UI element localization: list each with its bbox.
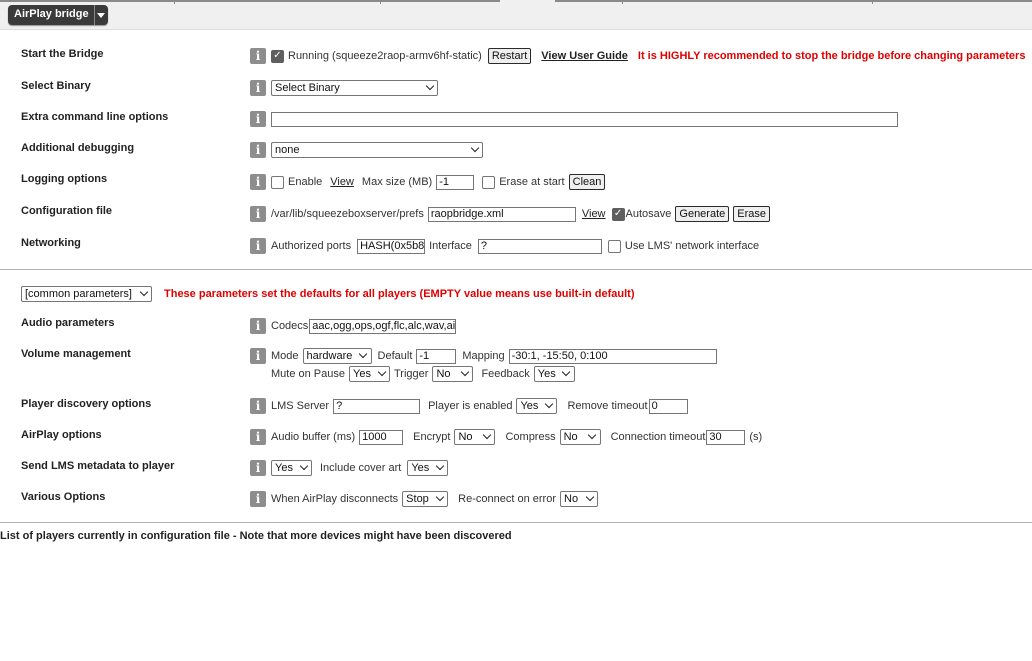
generate-button[interactable]: Generate (675, 206, 729, 222)
binary-select-value: Select Binary (275, 82, 340, 94)
plugin-menu-button[interactable] (8, 5, 108, 25)
logging-enable-checkbox[interactable] (271, 176, 284, 189)
volume-default-input[interactable]: -1 (416, 349, 456, 364)
reconnect-value: No (564, 493, 579, 505)
erase-at-start-label: Erase at start (499, 176, 565, 188)
tab-divider (380, 0, 381, 4)
feedback-select[interactable] (534, 366, 575, 382)
config-path: /var/lib/squeezeboxserver/prefs (271, 208, 424, 220)
player-select[interactable] (21, 286, 152, 302)
common-params-row (21, 285, 635, 303)
airplay-options-row (250, 428, 762, 446)
debug-select[interactable] (271, 142, 483, 158)
info-icon[interactable]: i (250, 238, 266, 254)
caret-down-icon[interactable] (94, 5, 108, 25)
start-bridge-label: Start the Bridge (21, 48, 104, 60)
chevron-down-icon (544, 402, 553, 411)
tab-strip-left (0, 0, 500, 2)
cover-art-value: Yes (411, 462, 430, 474)
trigger-select[interactable] (432, 366, 473, 382)
plugin-menu-label: AirPlay bridge (14, 8, 89, 20)
authorized-ports-input[interactable]: HASH(0x5b8 (357, 239, 425, 254)
feedback-value: Yes (537, 368, 556, 380)
feedback-label: Feedback (481, 368, 530, 380)
authorized-ports-label: Authorized ports (271, 240, 352, 252)
mute-on-pause-value: Yes (353, 368, 371, 380)
volume-mode-label: Mode (271, 350, 299, 362)
chevron-down-icon (299, 464, 308, 473)
airplay-options-label: AirPlay options (21, 429, 102, 441)
chevron-down-icon (435, 464, 444, 473)
reconnect-label: Re-connect on error (458, 493, 556, 505)
connection-timeout-unit: (s) (749, 431, 763, 443)
mute-on-pause-label: Mute on Pause (271, 368, 345, 380)
log-view-link[interactable]: View (330, 176, 354, 188)
volume-mode-value: hardware (306, 350, 353, 362)
volume-mgmt-label: Volume management (21, 348, 131, 360)
airplay-disconnect-value: Stop (406, 493, 429, 505)
airplay-disconnect-label: When AirPlay disconnects (271, 493, 399, 505)
running-status: Running (squeeze2raop-armv6hf-static) (288, 50, 482, 62)
codecs-label: Codecs (271, 320, 309, 332)
logging-row (250, 173, 605, 191)
audio-buffer-input[interactable]: 1000 (359, 430, 403, 445)
config-filename-input[interactable]: raopbridge.xml (428, 207, 576, 222)
player-enabled-select[interactable] (516, 398, 557, 414)
top-bar (0, 0, 1032, 30)
info-icon[interactable]: i (250, 348, 266, 364)
defaults-note: These parameters set the defaults for all players (EMPTY value means use built-in default) (164, 288, 635, 300)
compress-select[interactable] (560, 429, 601, 445)
max-size-input[interactable]: -1 (436, 175, 474, 190)
info-icon[interactable]: i (250, 398, 266, 414)
use-lms-interface-label: Use LMS' network interface (624, 240, 760, 252)
various-options-label: Various Options (21, 491, 106, 503)
metadata-label: Send LMS metadata to player (21, 460, 175, 472)
trigger-label: Trigger (394, 368, 429, 380)
audio-buffer-label: Audio buffer (ms) (271, 431, 356, 443)
chevron-down-icon (435, 495, 444, 504)
clean-button[interactable]: Clean (569, 174, 606, 190)
use-lms-interface-checkbox[interactable] (608, 240, 621, 253)
lms-server-label: LMS Server (271, 400, 330, 412)
chevron-down-icon (139, 290, 148, 299)
chevron-down-icon (470, 146, 479, 155)
autosave-checkbox[interactable]: ✓ (612, 208, 625, 221)
volume-mode-select[interactable] (303, 348, 372, 364)
metadata-row (250, 459, 448, 477)
send-metadata-value: Yes (275, 462, 293, 474)
compress-value: No (563, 431, 578, 443)
info-icon[interactable]: i (250, 80, 266, 96)
volume-mapping-input[interactable]: -30:1, -15:50, 0:100 (509, 349, 717, 364)
debugging-label: Additional debugging (21, 142, 135, 154)
player-enabled-label: Player is enabled (428, 400, 513, 412)
user-guide-link[interactable]: View User Guide (541, 50, 628, 62)
chevron-down-icon (359, 352, 368, 361)
info-icon[interactable]: i (250, 429, 266, 445)
info-icon[interactable]: i (250, 174, 266, 190)
tab-divider (174, 0, 175, 4)
volume-mapping-label: Mapping (462, 350, 505, 362)
airplay-disconnect-select[interactable] (402, 491, 448, 507)
volume-default-label: Default (377, 350, 413, 362)
send-metadata-select[interactable] (271, 460, 312, 476)
players-list-heading: List of players currently in configuration file - Note that more devices might have been discovered (0, 530, 512, 542)
remove-timeout-input[interactable]: 0 (649, 399, 688, 414)
chevron-down-icon (562, 370, 571, 379)
codecs-input[interactable]: aac,ogg,ops,ogf,flc,alc,wav,ai (309, 319, 456, 334)
logging-enable-label: Enable (288, 176, 323, 188)
encrypt-select[interactable] (454, 429, 495, 445)
compress-label: Compress (505, 431, 556, 443)
erase-at-start-checkbox[interactable] (482, 176, 495, 189)
running-checkbox[interactable]: ✓ (271, 50, 284, 63)
player-enabled-value: Yes (520, 400, 539, 412)
reconnect-select[interactable] (560, 491, 598, 507)
discovery-row (250, 397, 688, 415)
debug-select-value: none (275, 144, 300, 156)
config-erase-button[interactable]: Erase (733, 206, 770, 222)
chevron-down-icon (482, 433, 491, 442)
chevron-down-icon (377, 370, 386, 379)
tab-divider (872, 0, 873, 4)
config-file-row (250, 205, 770, 223)
max-size-label: Max size (MB) (361, 176, 433, 188)
extra-options-input[interactable] (271, 112, 898, 127)
encrypt-label: Encrypt (413, 431, 451, 443)
interface-label: Interface (429, 240, 472, 252)
select-binary-label: Select Binary (21, 80, 91, 92)
info-icon[interactable]: i (250, 460, 266, 476)
encrypt-value: No (458, 431, 473, 443)
restart-button[interactable]: Restart (488, 48, 531, 64)
config-file-label: Configuration file (21, 205, 113, 217)
cover-art-label: Include cover art (320, 462, 402, 474)
audio-params-label: Audio parameters (21, 317, 115, 329)
networking-row (250, 237, 759, 255)
discovery-label: Player discovery options (21, 398, 152, 410)
section-divider (0, 522, 1032, 523)
logging-label: Logging options (21, 173, 108, 185)
connection-timeout-label: Connection timeout (610, 431, 706, 443)
config-view-link[interactable]: View (581, 208, 606, 220)
info-icon[interactable]: i (250, 48, 266, 64)
binary-select[interactable] (271, 80, 438, 96)
chevron-down-icon (425, 84, 434, 93)
audio-params-row (250, 317, 456, 335)
chevron-down-icon (460, 370, 469, 379)
extra-options-row (250, 110, 898, 128)
info-icon[interactable]: i (250, 318, 266, 334)
info-icon[interactable]: i (250, 206, 266, 222)
section-divider (0, 269, 1032, 270)
volume-mgmt-subrow (271, 365, 575, 383)
lms-server-input[interactable]: ? (333, 399, 420, 414)
stop-warning: It is HIGHLY recommended to stop the bridge before changing parameters (637, 50, 1026, 62)
various-options-row (250, 490, 598, 508)
cover-art-select[interactable] (407, 460, 448, 476)
select-binary-row (250, 79, 438, 97)
remove-timeout-label: Remove timeout (567, 400, 648, 412)
debugging-row (250, 141, 483, 159)
info-icon[interactable]: i (250, 142, 266, 158)
tab-strip-right (555, 0, 1032, 2)
connection-timeout-input[interactable]: 30 (706, 430, 745, 445)
trigger-value: No (436, 368, 451, 380)
chevron-down-icon (588, 433, 597, 442)
player-select-value: [common parameters] (25, 288, 132, 300)
chevron-down-icon (585, 495, 594, 504)
networking-label: Networking (21, 237, 81, 249)
tab-divider (622, 0, 623, 4)
volume-mgmt-row (250, 347, 717, 365)
extra-options-label: Extra command line options (21, 111, 169, 123)
interface-input[interactable]: ? (478, 239, 602, 254)
info-icon[interactable]: i (250, 491, 266, 507)
mute-on-pause-select[interactable] (349, 366, 390, 382)
info-icon[interactable]: i (250, 111, 266, 127)
autosave-label: Autosave (625, 208, 672, 220)
start-bridge-row (250, 47, 1025, 65)
